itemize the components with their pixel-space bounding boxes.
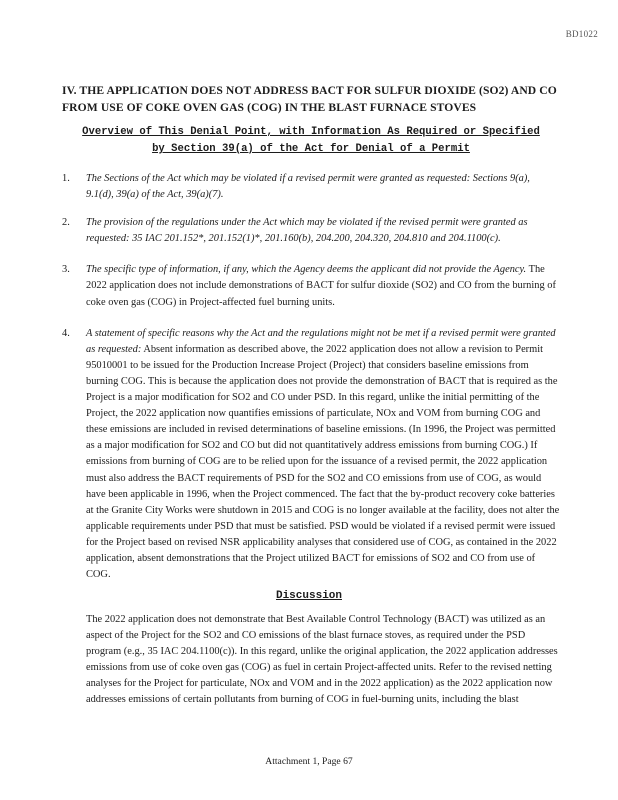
discussion-paragraph: The 2022 application does not demonstrate that Best Available Control Technology (BACT) was utilized as an aspect of the Project for the SO2 and CO emissions of the blast furnace stoves, as required under the PSD program (e.g., 35 IAC 204.1100(c)). In this regard, unlike the original application, the 2022 application addresses emissions from use of coke oven gas (COG) as fuel in certain Project-affected units. Refer to the revised netting analyses for the Project for particulate, NOx and VOM and in the 2022 application) as the 2022 application now addresses emissions of certain pollutants from burning of COG in fuel-burning units, including the blast [86,614,558,706]
item-body: The 2022 application does not include demonstrations of BACT for sulfur dioxide (SO2) and CO from the burning of coke oven gas (COG) in Project-affected fuel burning units. [86,264,556,308]
list-item [62,262,560,310]
document-id: BD1022 [565,29,598,39]
item-text: The Sections of the Act which may be violated if a revised permit were granted as requested: Sections 9(a), 9.1(d), 39(a) of the Act, 39(a)(7). [86,173,530,201]
item-text [86,262,560,310]
overview-subheading: Overview of This Denial Point, with Information As Required or Specified by Section 39(a) of the Act for Denial of a Permit [82,126,540,155]
list-item [62,215,560,247]
list-item [62,326,560,584]
discussion-heading: Discussion [275,590,342,602]
item-body: Absent information as described above, the 2022 application does not allow a revision to Permit 95010001 to be issued for the Production Increase Project (Project) that considers baseline emissions from burning COG. This is because the application does not provide the demonstration of BACT that is required as the Project is a major modification for SO2 and CO under PSD. In this regard, unlike the initial permitting of the Project, the 2022 application now quantifies emissions of particulate, NOx and VOM from burning COG and these emissions are included in revised determinations of baseline emissions. (In 1996, the Project was permitted as a major modification for SO2 and CO but did not quantitatively address emissions from burning COG.) If emissions from burning of COG are to be relied upon for the issuance of a revised permit, the 2022 application must also address the BACT requirements of PSD for the SO2 and CO emissions from use of COG, as would have been applicable in 1996, when the Project commenced. The fact that the by-product recovery coke batteries at the Granite City Works were shutdown in 2015 and COG is no longer available at the facility, does not alter the applicable requirements under PSD that must be satisfied. PSD would be violated if a revised permit were issued for the Project based on revised NSR applicability analyses that considered use of COG, as contained in the 2022 application, absent demonstrations that the Project utilized BACT for emissions of SO2 and CO from use of COG. [86,343,560,581]
item-text [86,326,560,584]
item-intro: A statement of specific reasons why the Act and the regulations might not be met if a revised permit were granted as requested: [86,327,556,355]
list-item [62,171,560,203]
item-number: 4. [62,327,70,339]
item-text: The provision of the regulations under the Act which may be violated if the revised permit were granted as requested: 35 IAC 201.152*, 201.152(1)*, 201.160(b), 204.200, 204.320, 204.810 and 204.1100(c). [86,217,528,245]
section-heading: IV. THE APPLICATION DOES NOT ADDRESS BACT FOR SULFUR DIOXIDE (SO2) AND CO FROM USE OF COKE OVEN GAS (COG) IN THE BLAST FURNACE STOVES [62,84,557,114]
item-intro: The specific type of information, if any, which the Agency deems the applicant did not provide the Agency. [86,264,527,276]
item-number: 1. [62,173,70,184]
page-footer: Attachment 1, Page 67 [265,756,353,767]
item-number: 2. [62,217,70,229]
denial-items-list [62,171,560,583]
item-number: 3. [62,264,70,276]
